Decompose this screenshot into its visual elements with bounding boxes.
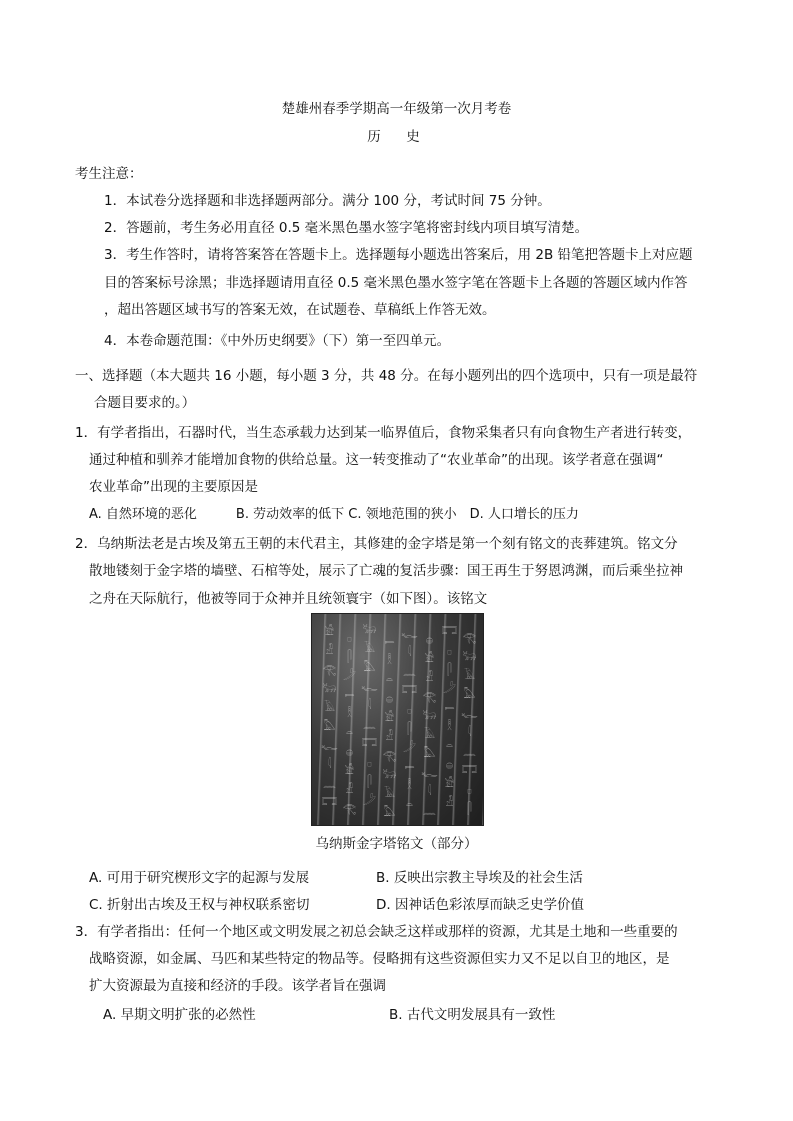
question-2-text: 之舟在天际航行，他被等同于众神并且统领寰宇（如下图）。该铭文 <box>89 591 488 607</box>
exam-title: 楚雄州春季学期高一年级第一次月考卷 <box>281 101 512 117</box>
notice-item: 2．答题前，考生务必用直径 0.5 毫米黑色墨水签字笔将密封线内项目填写清楚。 <box>104 220 589 236</box>
notice-item: 目的答案标号涂黑；非选择题请用直径 0.5 毫米黑色墨水签字笔在答题卡上各题的答题区域内作答 <box>104 275 688 291</box>
figure-caption: 乌纳斯金字塔铭文（部分） <box>315 836 478 852</box>
question-2-text: 散地镂刻于金字塔的墙壁、石棺等处，展示了亡魂的复活步骤：国王再生于努恩鸿渊，而后乘坐拉神 <box>89 563 683 579</box>
question-1-text: 农业革命”出现的主要原因是 <box>89 479 258 495</box>
notice-item: ，超出答题区域书写的答案无效，在试题卷、草稿纸上作答无效。 <box>104 302 496 318</box>
question-3-text: 战略资源，如金属、马匹和某些特定的物品等。侵略拥有这些资源但实力又不足以自卫的地区，是 <box>89 951 670 967</box>
section-heading: 一、选择题（本大题共 16 小题，每小题 3 分，共 48 分。在每小题列出的四个选项中，只有一项是最符 <box>75 368 698 384</box>
question-3-text: 3．有学者指出：任何一个地区或文明发展之初总会缺乏这样或那样的资源，尤其是土地和一些重要的 <box>75 924 678 940</box>
question-2-option-a: A. 可用于研究楔形文字的起源与发展 <box>89 870 310 886</box>
notice-item: 1．本试卷分选择题和非选择题两部分。满分 100 分，考试时间 75 分钟。 <box>104 193 551 209</box>
subject-title: 历 史 <box>367 129 426 145</box>
pyramid-inscription-image: 𓀀𓁐𓂀𓃒𓄿𓅓𓆑𓇋𓈖𓉐 𓊪𓋴𓌳𓍿𓎛𓏏𓐍𓀀𓁐𓂀 𓃒𓄿𓅓𓆑𓇋𓈖𓉐𓊪𓋴𓌳 𓍿𓎛𓏏𓐍𓀀𓁐𓂀𓃒𓄿𓅓 𓆑𓇋𓈖𓉐𓊪𓋴𓌳𓍿𓎛𓏏 𓐍𓀀𓁐𓂀𓃒𓄿𓅓𓆑𓇋𓈖 𓉐𓊪𓋴𓌳𓍿𓎛𓏏𓐍𓀀𓁐 𓂀𓃒𓄿𓅓𓆑𓇋𓈖𓉐𓊪𓋴 <box>311 613 484 826</box>
question-2-option-c: C. 折射出古埃及王权与神权联系密切 <box>89 897 310 913</box>
notice-heading: 考生注意： <box>75 166 143 182</box>
notice-item: 3．考生作答时，请将答案答在答题卡上。选择题每小题选出答案后，用 2B 铅笔把答题卡上对应题 <box>104 247 693 263</box>
question-3-option-a: A. 早期文明扩张的必然性 <box>103 1007 256 1023</box>
notice-item: 4．本卷命题范围：《中外历史纲要》（下）第一至四单元。 <box>104 333 451 349</box>
question-1-text: 通过种植和驯养才能增加食物的供给总量。这一转变推动了“农业革命”的出现。该学者意在强调“ <box>89 452 664 468</box>
question-2-option-d: D. 因神话色彩浓厚而缺乏史学价值 <box>376 897 584 913</box>
question-1-options: A. 自然环境的恶化 B. 劳动效率的低下 C. 领地范围的狭小 D. 人口增长的压力 <box>89 507 579 522</box>
question-3-option-b: B. 古代文明发展具有一致性 <box>389 1007 556 1023</box>
question-1-text: 1．有学者指出，石器时代，当生态承载力达到某一临界值后，食物采集者只有向食物生产者进行转变， <box>75 425 692 441</box>
question-2-option-b: B. 反映出宗教主导埃及的社会生活 <box>376 870 583 886</box>
question-2-text: 2．乌纳斯法老是古埃及第五王朝的末代君主，其修建的金字塔是第一个刻有铭文的丧葬建筑。铭文分 <box>75 536 678 552</box>
question-3-text: 扩大资源最为直接和经济的手段。该学者旨在强调 <box>89 978 386 994</box>
section-heading-cont: 合题目要求的。） <box>94 395 196 411</box>
